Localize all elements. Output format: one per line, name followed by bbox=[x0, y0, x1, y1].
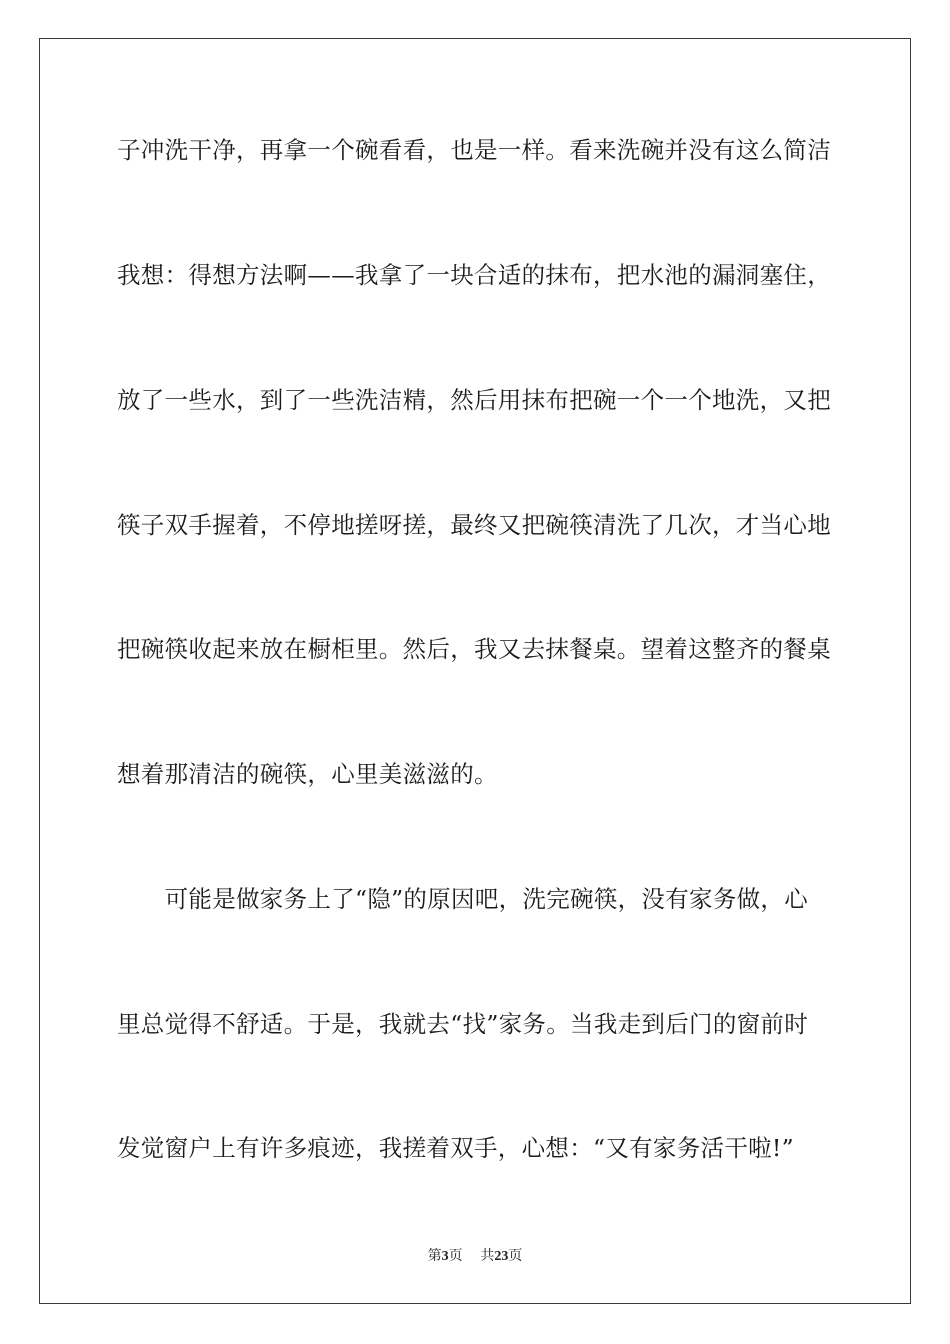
page-prefix: 第 bbox=[427, 1248, 442, 1264]
total-suffix: 页 bbox=[508, 1248, 523, 1264]
page-border bbox=[39, 38, 911, 1304]
text-line-9: 发觉窗户上有许多痕迹，我搓着双手，心想：“又有家务活干啦!” bbox=[117, 1134, 794, 1162]
total-prefix: 共 bbox=[480, 1248, 495, 1264]
text-line-4: 筷子双手握着，不停地搓呀搓，最终又把碗筷清洗了几次，才当心地 bbox=[117, 511, 831, 539]
text-line-2: 我想：得想方法啊——我拿了一块合适的抹布，把水池的漏洞塞住， bbox=[117, 261, 831, 289]
text-line-3: 放了一些水，到了一些洗洁精，然后用抹布把碗一个一个地洗，又把 bbox=[117, 386, 831, 414]
text-line-6: 想着那清洁的碗筷，心里美滋滋的。 bbox=[117, 760, 498, 788]
text-line-8: 里总觉得不舒适。于是，我就去“找”家务。当我走到后门的窗前时 bbox=[117, 1010, 809, 1038]
page-number: 3 bbox=[441, 1249, 449, 1264]
total-pages: 23 bbox=[494, 1249, 509, 1264]
page-footer bbox=[0, 1247, 950, 1266]
text-line-7: 可能是做家务上了“隐”的原因吧，洗完碗筷，没有家务做，心 bbox=[117, 885, 809, 913]
page-suffix: 页 bbox=[448, 1248, 463, 1264]
text-line-5: 把碗筷收起来放在橱柜里。然后，我又去抹餐桌。望着这整齐的餐桌 bbox=[117, 635, 831, 663]
text-line-1: 子冲洗干净，再拿一个碗看看，也是一样。看来洗碗并没有这么简洁 bbox=[117, 136, 831, 164]
